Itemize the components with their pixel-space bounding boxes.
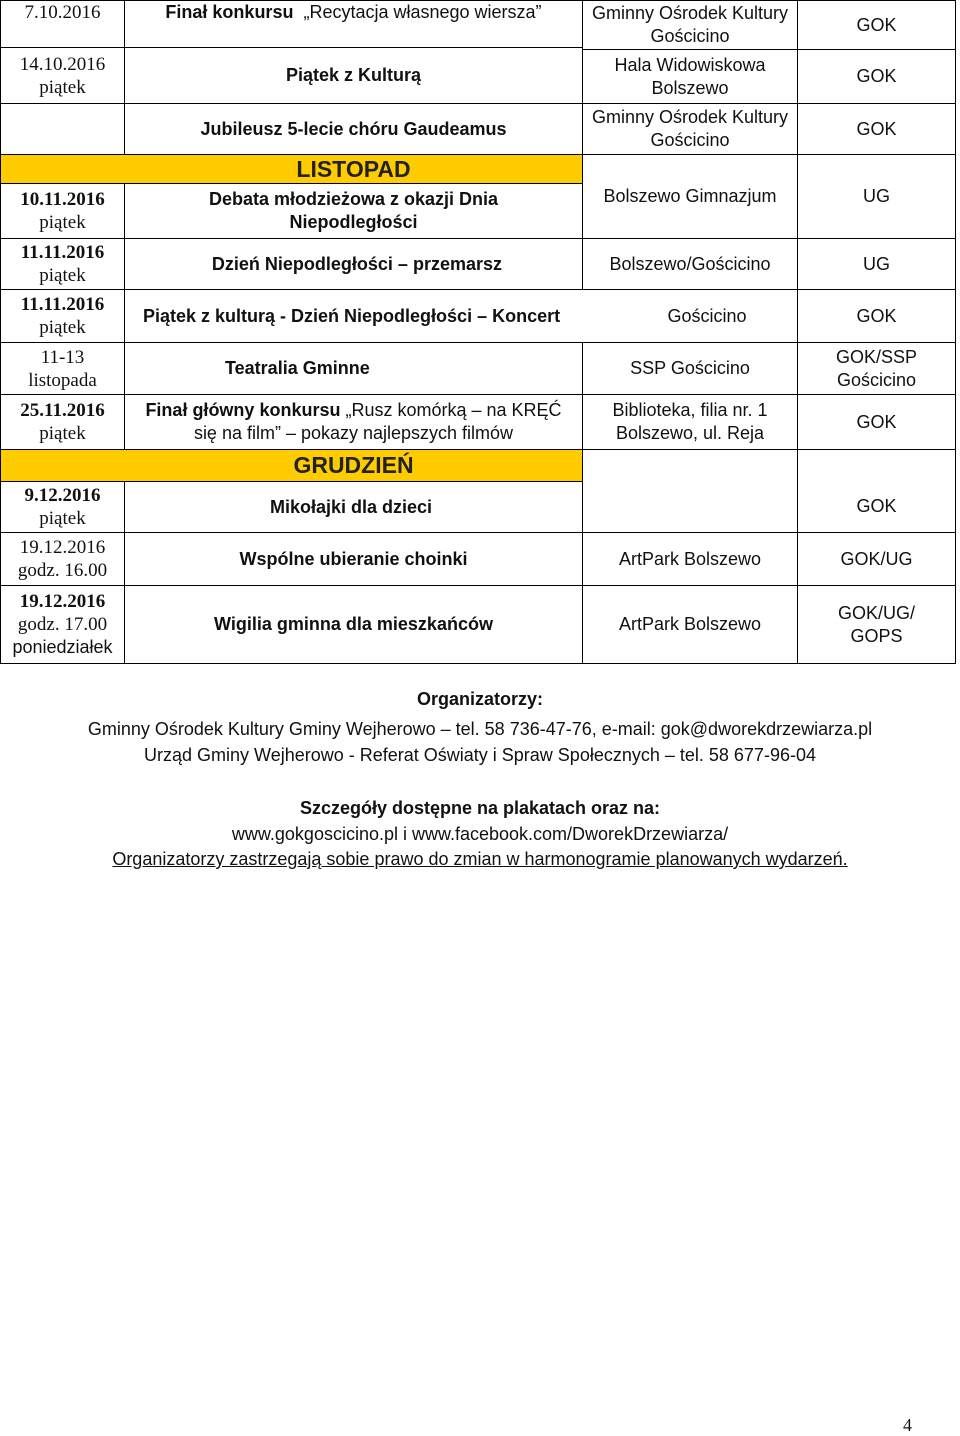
event-title: Wigilia gminna dla mieszkańców	[214, 614, 493, 634]
event-cell	[124, 585, 583, 664]
weekday-text: piątek	[39, 508, 86, 529]
place-cell	[582, 342, 798, 395]
organizer-cell	[797, 532, 956, 586]
event-title: Mikołajki dla dzieci	[270, 496, 433, 517]
event-title: Finał główny konkursu	[145, 400, 341, 420]
event-subtitle: „Rusz komórką – na KRĘĆ się na film” – pokazy najlepszych filmów	[193, 400, 562, 443]
place-text: Gościcino	[667, 305, 747, 326]
event-cell	[124, 532, 583, 586]
organizer-cell	[797, 0, 956, 50]
organizer-text: GOK/UG	[840, 548, 913, 569]
date-text: 25.11.2016	[20, 400, 105, 421]
place-cell	[582, 154, 798, 239]
organizer-text: GOK	[856, 305, 897, 326]
place-cell	[582, 394, 798, 450]
organizers-heading: Organizatorzy:	[416, 689, 544, 709]
place-text: Bolszewo/Gościcino	[609, 253, 771, 274]
event-cell	[124, 103, 583, 155]
place-cell	[582, 49, 798, 104]
event-title: Wspólne ubieranie choinki	[239, 548, 468, 569]
month-header-november	[0, 154, 583, 184]
place-text: Gminny Ośrodek Kultury Gościcino	[591, 107, 789, 150]
weekday-text: piątek	[39, 423, 86, 444]
date-text: 19.12.2016	[19, 537, 106, 558]
place-text: Biblioteka, filia nr. 1 Bolszewo, ul. Reja	[612, 400, 768, 443]
date-cell	[0, 0, 125, 48]
date-cell	[0, 183, 125, 239]
date-cell	[0, 238, 125, 290]
place-text: ArtPark Bolszewo	[618, 548, 762, 569]
organizer-cell	[797, 394, 956, 450]
organizer-text: GOK	[856, 411, 897, 432]
event-cell	[124, 394, 583, 450]
date-text: 19.12.2016	[19, 591, 106, 612]
date-cell	[0, 481, 125, 533]
date-text: 11-13	[40, 346, 85, 368]
place-cell	[582, 238, 798, 290]
organizer-line-gok: Gminny Ośrodek Kultury Gminy Wejherowo – tel. 58 736-47-76, e-mail: gok@dworekdrzewiarza.pl	[87, 719, 873, 739]
place-text: Gminny Ośrodek Kultury Gościcino	[591, 3, 789, 46]
place-cell	[582, 532, 798, 586]
organizer-cell	[797, 103, 956, 155]
page-number: 4	[903, 1415, 912, 1435]
organizer-line-ug: Urząd Gminy Wejherowo - Referat Oświaty i Spraw Społecznych – tel. 58 677-96-04	[144, 745, 816, 765]
place-text: Bolszewo Gimnazjum	[603, 186, 777, 206]
organizer-text: GOK	[856, 118, 897, 139]
time-text: godz. 16.00	[17, 560, 108, 581]
organizer-text: UG	[863, 186, 890, 206]
place-cell	[582, 0, 798, 50]
date-text: 7.10.2016	[24, 2, 101, 23]
weekday-text: piątek	[39, 317, 86, 338]
event-cell	[124, 183, 583, 239]
event-cell	[124, 342, 583, 395]
date-range-text: listopada	[28, 369, 97, 391]
place-text: SSP Gościcino	[630, 358, 750, 378]
date-text: 10.11.2016	[20, 189, 105, 210]
details-heading: Szczegóły dostępne na plakatach oraz na:	[299, 798, 661, 818]
date-text: 11.11.2016	[20, 294, 105, 315]
organizer-text: GOK	[856, 66, 897, 86]
time-text: godz. 17.00	[17, 614, 108, 635]
event-title: Piątek z Kulturą	[285, 65, 422, 85]
date-cell	[0, 532, 125, 586]
event-title: Dzień Niepodległości – przemarsz	[211, 253, 502, 274]
disclaimer-text: Organizatorzy zastrzegają sobie prawo do zmian w harmonogramie planowanych wydarzeń.	[112, 849, 848, 869]
date-cell	[0, 585, 125, 664]
weekday-text: piątek	[39, 76, 86, 98]
place-cell	[617, 289, 798, 343]
event-title: Teatralia Gminne	[225, 358, 370, 378]
place-cell	[582, 449, 798, 533]
organizer-text: GOK/UG/ GOPS	[837, 602, 915, 646]
organizer-cell	[797, 449, 956, 533]
place-text: Hala Widowiskowa Bolszewo	[614, 54, 766, 98]
date-cell	[0, 289, 125, 343]
month-header-december	[0, 449, 583, 482]
event-cell	[124, 481, 583, 533]
event-title: Jubileusz 5-lecie chóru Gaudeamus	[200, 118, 507, 139]
date-cell	[0, 47, 125, 104]
month-label: LISTOPAD	[296, 155, 411, 182]
month-label: GRUDZIEŃ	[293, 452, 414, 478]
weekday-text: piątek	[39, 212, 86, 233]
event-title: Finał konkursu	[165, 2, 294, 22]
event-cell	[124, 0, 583, 48]
organizer-text: GOK	[856, 14, 897, 35]
organizer-cell	[797, 289, 956, 343]
date-text: 11.11.2016	[20, 242, 105, 263]
date-text: 14.10.2016	[19, 53, 106, 75]
place-text: ArtPark Bolszewo	[618, 614, 762, 634]
organizer-cell	[797, 342, 956, 395]
date-cell	[0, 394, 125, 450]
date-text: 9.12.2016	[24, 485, 101, 506]
organizer-text: GOK	[856, 496, 897, 516]
weekday-text: poniedziałek	[12, 637, 113, 657]
event-title: Piątek z kulturą - Dzień Niepodległości – Koncert	[143, 305, 561, 326]
event-cell	[124, 238, 583, 290]
organizer-cell	[797, 238, 956, 290]
organizer-cell	[797, 49, 956, 104]
organizer-cell	[797, 585, 956, 664]
events-table	[0, 0, 956, 664]
event-cell	[124, 47, 583, 104]
place-cell	[582, 585, 798, 664]
event-cell	[124, 289, 618, 343]
website-links: www.gokgoscicino.pl i www.facebook.com/DworekDrzewiarza/	[231, 824, 729, 844]
weekday-text: piątek	[39, 265, 86, 286]
organizer-text: GOK/SSP Gościcino	[835, 346, 918, 390]
date-cell	[0, 103, 125, 155]
organizer-text: UG	[863, 253, 890, 274]
place-cell	[582, 103, 798, 155]
event-subtitle: „Recytacja własnego wiersza”	[303, 2, 542, 22]
organizer-cell	[797, 154, 956, 239]
date-cell	[0, 342, 125, 395]
event-title: Debata młodzieżowa z okazji Dnia Niepodległości	[208, 189, 499, 232]
